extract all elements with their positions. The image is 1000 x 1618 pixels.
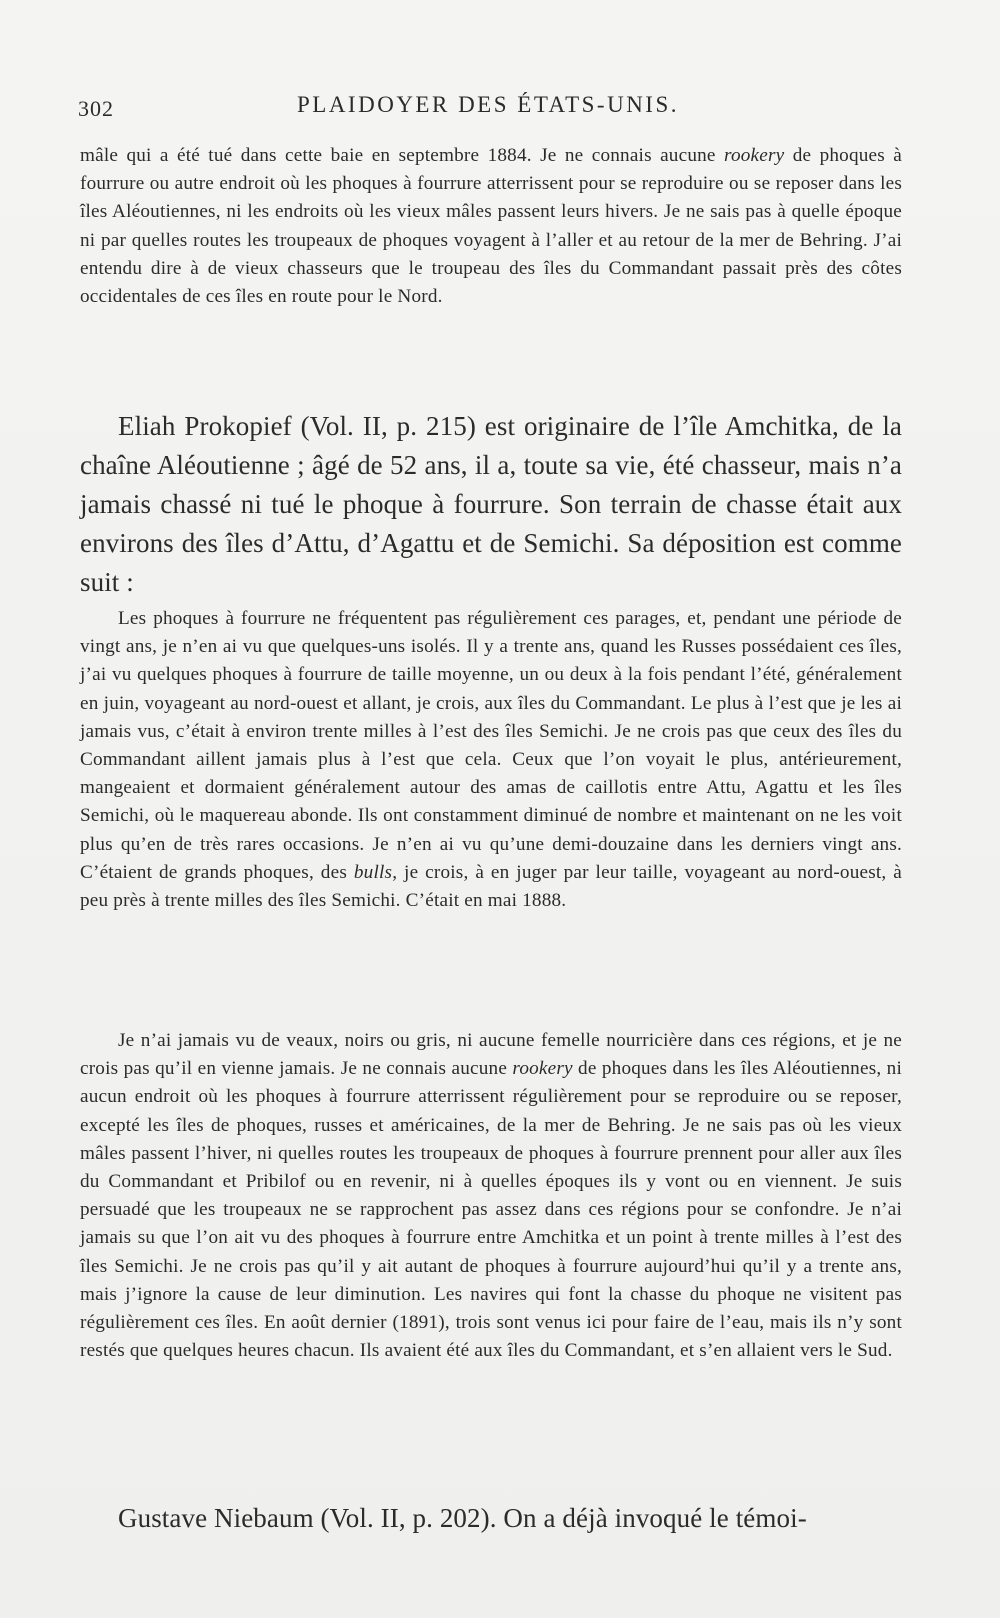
text-run: de phoques dans les îles Aléoutiennes, ni aucun endroit où les phoques à fourrure atterrissent régulièrement pour se reproduire ou se reposer, excepté les îles de phoques, russes et américaines, de la mer de Behring. Je ne sais pas où les vieux mâles passent l’hiver, ni quelles routes les troupeaux de phoques à fourrure prennent pour aller aux îles du Commandant et Pribilof ou en revenir, ni à quelles époques ils y vont ou en viennent. Je suis persuadé que les troupeaux ne se rapprochent pas assez dans ces régions pour se confondre. Je n’ai jamais su que l’on ait vu des phoques à fourrure entre Amchitka et un point à trente milles à l’est des îles Semichi. Je ne crois pas qu’il y ait autant de phoques à fourrure aujourd’hui qu’il y a trente ans, mais j’ignore la cause de leur diminution. Les navires qui font la chasse du phoque ne visitent pas régulièrement ces îles. En août dernier (1891), trois sont venus ici pour faire de l’eau, mais ils n’y sont restés que quelques heures chacun. Ils avaient été aux îles du Commandant, et s’en allaient vers le Sud.: [80, 1058, 902, 1362]
text-run: , je crois, à en juger par leur taille, voyageant au nord-ouest, à peu près à trente milles des îles Semichi. C’était en mai 1888.: [80, 861, 903, 912]
paragraph-text: [80, 1027, 902, 1365]
paragraph-text: Gustave Niebaum (Vol. II, p. 202). On a déjà invoqué le témoi-: [118, 1503, 807, 1533]
deposition-quote-paragraph: [80, 605, 902, 915]
text-run: Je n’ai jamais vu de veaux, noirs ou gris, ni aucune femelle nourricière dans ces régions, et je ne crois pas qu’il en vienne jamais. Je ne connais aucune: [80, 1030, 902, 1080]
paragraph-text: [80, 142, 902, 311]
italic-term: bulls: [353, 861, 393, 883]
text-run: mâle qui a été tué dans cette baie en septembre 1884. Je ne connais aucune: [80, 145, 724, 166]
page-header: [78, 92, 898, 122]
page-number: 302: [78, 96, 114, 121]
next-witness-paragraph: [80, 1499, 902, 1538]
paragraph-text: Eliah Prokopief (Vol. II, p. 215) est originaire de l’île Amchitka, de la chaîne Aléoutienne ; âgé de 52 ans, il a, toute sa vie, été chasseur, mais n’a jamais chassé ni tué le phoque à fourrure. Son terrain de chasse était aux environs des îles d’Attu, d’Agattu et de Semichi. Sa déposition est comme suit :: [80, 411, 902, 597]
italic-term: rookery: [723, 145, 785, 166]
text-run: Les phoques à fourrure ne fréquentent pas régulièrement ces parages, et, pendant une période de vingt ans, je n’en ai vu que quelques-uns isolés. Il y a trente ans, quand les Russes possédaient ces îles, j’ai vu quelques phoques à fourrure de taille moyenne, un ou deux à la fois pendant l’été, généralement en juin, voyageant au nord-ouest et allant, je crois, aux îles du Commandant. Le plus à l’est que je les ai jamais vus, c’était à environ trente milles à l’est des îles Semichi. Je ne crois pas que ceux des îles du Commandant aillent jamais plus à l’est que cela. Ceux que l’on voyait le plus, antérieurement, mangeaient et dormaient généralement autour des amas de caillotis entre Attu, Agattu et les îles Semichi, où le maquereau abonde. Ils ont constamment diminué de nombre et maintenant on ne les voit plus qu’en de très rares occasions. Je n’en ai vu qu’une demi-douzaine dans les derniers vingt ans. C’étaient de grands phoques, des: [80, 608, 902, 883]
paragraph-text: [80, 605, 902, 915]
italic-term: rookery: [512, 1058, 573, 1080]
running-title: PLAIDOYER DES ÉTATS-UNIS.: [296, 92, 680, 117]
text-run: de phoques à fourrure ou autre endroit où les phoques à fourrure atterrissent pour se reproduire ou se reposer dans les îles Aléoutiennes, ni les endroits où les vieux mâles passent leurs hivers. Je ne sais pas à quelle époque ni par quelles routes les troupeaux de phoques voyagent à l’aller et au retour de la mer de Behring. J’ai entendu dire à de vieux chasseurs que le troupeau des îles du Commandant passait près des côtes occidentales de ces îles en route pour le Nord.: [80, 145, 902, 308]
witness-intro-paragraph: [80, 407, 902, 602]
deposition-continued-paragraph: [80, 142, 902, 311]
deposition-quote-paragraph-2: [80, 1027, 902, 1365]
